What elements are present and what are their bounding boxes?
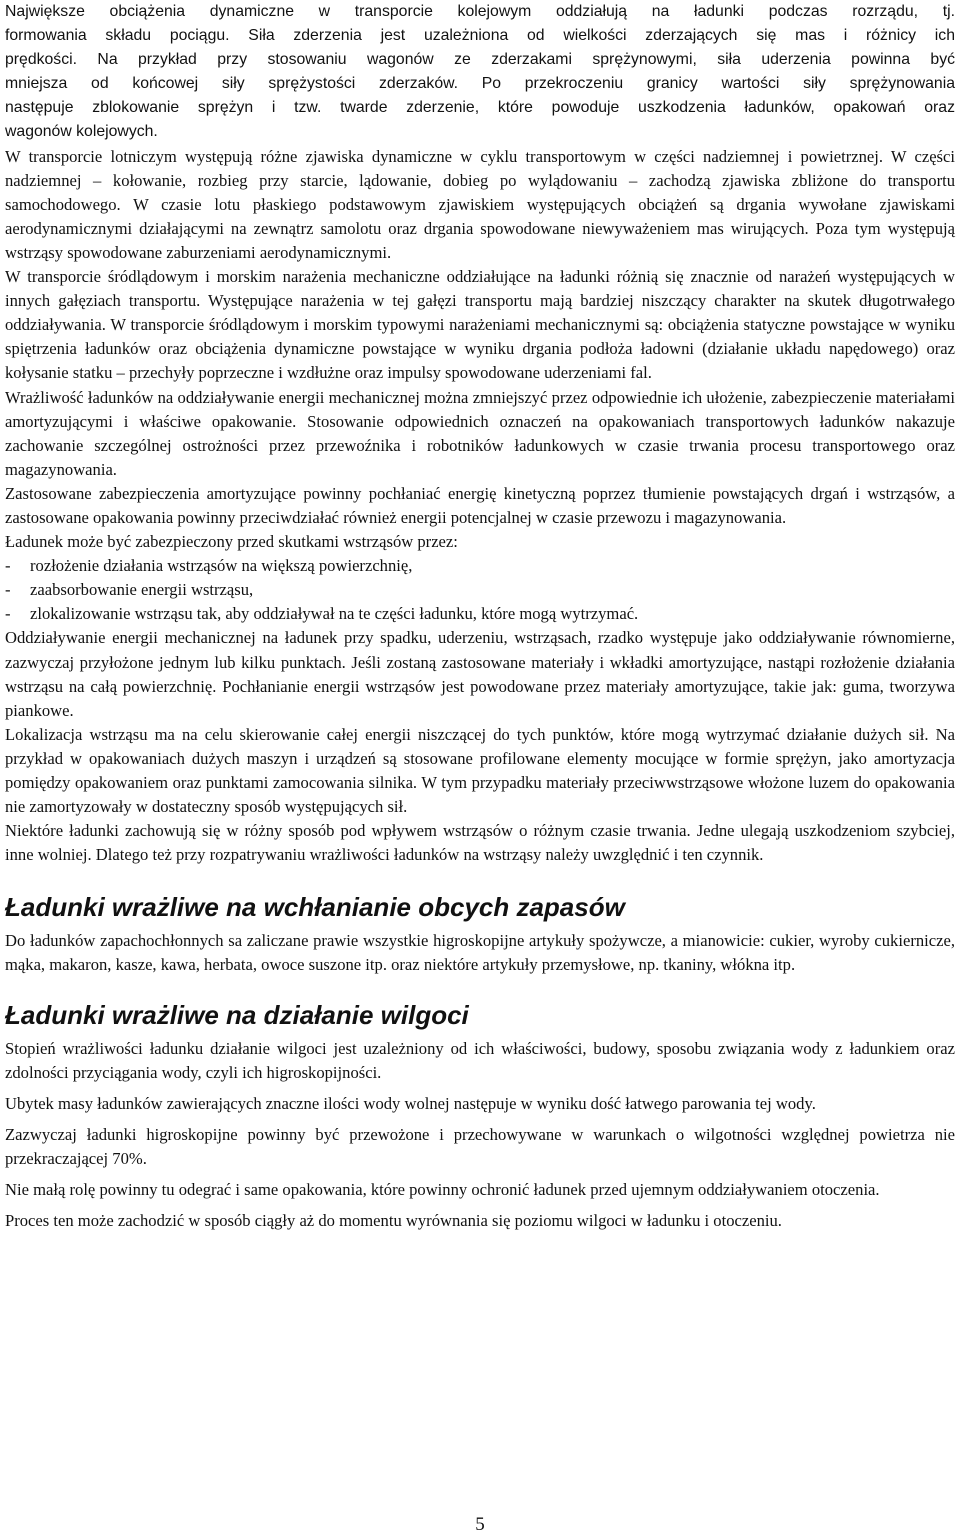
text-line: Największe obciążenia dynamiczne w transporcie kolejowym oddziałują na ładunki podczas rozrządu, tj. — [5, 3, 955, 20]
page-number: 5 — [475, 1514, 485, 1535]
bullet-list — [5, 554, 955, 626]
paragraph-air-transport: W transporcie lotniczym występują różne zjawiska dynamiczne w cyklu transportowym w części nadziemnej i powietrznej. W części nadziemnej – kołowanie, rozbieg przy starcie, lądowanie, dobieg po wylądowaniu – zachodzą zjawiska zbliżone do transportu samochodowego. W czasie lotu płaskiego podstawowym zjawiskiem występujących obciążeń są drgania wywołane zjawiskami aerodynamicznymi działającymi na zewnątrz samolotu oraz drgania spowodowane niewyważeniem mas wirujących. Poza tym występują wstrząsy spowodowane zaburzeniami aerodynamicznymi. — [5, 146, 955, 262]
text-line: wagonów kolejowych. — [5, 123, 158, 141]
text-line: formowania składu pociągu. Siła zderzenia jest uzależniona od wielkości zderzających się mas i różnicy ich — [5, 27, 955, 45]
text-line: mniejsza od końcowej siły sprężystości zderzaków. Po przekroczeniu granicy wartości siły sprężynowania — [5, 75, 955, 93]
list-item — [5, 602, 955, 626]
paragraph-energy: Oddziaływanie energii mechanicznej na ładunek przy spadku, uderzeniu, wstrząsach, rzadko występuje jako oddziaływanie równomierne, zazwyczaj przyłożone jednym lub kilku punktach. Jeśli zostaną zastosowane materiały i wkładki amortyzujące, nastąpi rozłożenie działania wstrząsu na całą powierzchnię. Pochłanianie energii wstrząsów jest powodowane przez materiały amortyzujące, takie jak: guma, tworzywa piankowe. — [5, 628, 955, 720]
list-marker: - — [5, 556, 11, 576]
paragraph-moisture-3: Zazwyczaj ładunki higroskopijne powinny być przewożone i przechowywane w warunkach o wilgotności względnej powietrza nie przekraczającej 70%. — [5, 1124, 955, 1168]
list-marker: - — [5, 604, 11, 624]
list-item-text: zlokalizowanie wstrząsu tak, aby oddziaływał na te części ładunku, które mogą wytrzymać. — [30, 604, 639, 624]
section-heading-odor: Ładunki wrażliwe na wchłanianie obcych zapasów — [5, 892, 625, 923]
paragraph-sensitivity: Wrażliwość ładunków na oddziaływanie energii mechanicznej można zmniejszyć przez odpowiednie ich ułożenie, zabezpieczenie materiałami amortyzującymi i właściwe opakowanie. Stosowanie odpowiednich oznaczeń na opakowaniach transportowych ładunków nakazuje zachowanie szczególnej ostrożności przez przewoźnika i robotników ładunkowych w czasie trwania procesu transportowego oraz magazynowania. — [5, 387, 955, 479]
section-heading-moisture: Ładunki wrażliwe na działanie wilgoci — [5, 999, 469, 1030]
paragraph-moisture-1: Stopień wrażliwości ładunku działanie wilgoci jest uzależniony od ich właściwości, budowy, sposobu związania wody z ładunkiem oraz zdolności przyciągania wody, czyli ich higroskopijności. — [5, 1038, 955, 1082]
document-body — [5, 0, 955, 1233]
paragraph-duration: Niektóre ładunki zachowują się w różny sposób pod wpływem wstrząsów o różnym czasie trwania. Jedne ulegają uszkodzeniom szybciej, inne wolniej. Dlatego też przy rozpatrywaniu wrażliwości ładunków na wstrząsy należy uwzględnić i ten czynnik. — [5, 821, 955, 865]
paragraph-list-intro: Ładunek może być zabezpieczony przed skutkami wstrząsów przez: — [5, 532, 458, 552]
list-item — [5, 578, 955, 602]
paragraph-moisture-2: Ubytek masy ładunków zawierających znaczne ilości wody wolnej następuje w wyniku dość łatwego parowania tej wody. — [5, 1093, 816, 1113]
paragraph-moisture-4: Nie małą rolę powinny tu odegrać i same opakowania, które powinny ochronić ładunek przed ujemnym oddziaływaniem otoczenia. — [5, 1180, 880, 1200]
paragraph-water-transport: W transporcie śródlądowym i morskim narażenia mechaniczne oddziałujące na ładunki różnią się znacznie od narażeń występujących w innych gałęziach transportu. Występujące narażenia w tej gałęzi transportu mają bardziej niszczący charakter na skutek długotrwałego oddziaływania. W transporcie śródlądowym i morskim typowymi narażeniami mechanicznymi są: obciążenia statyczne powstające w wyniku spiętrzenia ładunków oraz obciążenia dynamiczne powstające w wyniku drgania podłoża ładowni (działanie układu napędowego) oraz kołysanie statku – przechyły poprzeczne i wzdłużne oraz impulsy spowodowane uderzeniami fal. — [5, 267, 955, 383]
text-line: następuje zblokowanie sprężyn i tzw. twarde zderzenie, które powoduje uszkodzenia ładunków, opakowań oraz — [5, 99, 955, 117]
list-item-text: zaabsorbowanie energii wstrząsu, — [30, 580, 254, 600]
paragraph-rail-transport — [5, 0, 955, 145]
text-line: prędkości. Na przykład przy stosowaniu wagonów ze zderzakami sprężynowymi, siła uderzenia powinna być — [5, 51, 955, 69]
paragraph-localization: Lokalizacja wstrząsu ma na celu skierowanie całej energii niszczącej do tych punktów, które mogą wytrzymać działanie dużych sił. Na przykład w opakowaniach dużych maszyn i urządzeń są stosowane profilowane elementy mocujące w formie sprężyn, jako amortyzacja pomiędzy opakowaniem oraz punktami zamocowania silnika. W tym przypadku materiały przeciwwstrząsowe włożone luzem do opakowania nie zamortyzowały w dostateczny sposób występujących sił. — [5, 724, 955, 817]
paragraph-odor: Do ładunków zapachochłonnych sa zaliczane prawie wszystkie higroskopijne artykuły spożywcze, a mianowicie: cukier, wyroby cukiernicze, mąka, makaron, kasze, kawa, herbata, owoce suszone itp. oraz niektóre artykuły przemysłowe, np. tkaniny, włókna itp. — [5, 931, 955, 975]
list-item-text: rozłożenie działania wstrząsów na większą powierzchnię, — [30, 556, 413, 576]
list-item — [5, 554, 955, 578]
paragraph-moisture-5: Proces ten może zachodzić w sposób ciągły aż do momentu wyrównania się poziomu wilgoci w ładunku i otoczeniu. — [5, 1211, 782, 1231]
paragraph-protection: Zastosowane zabezpieczenia amortyzujące powinny pochłaniać energię kinetyczną poprzez tłumienie powstających drgań i wstrząsów, a zastosowane opakowania powinny przeciwdziałać również energii potencjalnej w czasie przewozu i magazynowania. — [5, 483, 955, 527]
list-marker: - — [5, 580, 11, 600]
